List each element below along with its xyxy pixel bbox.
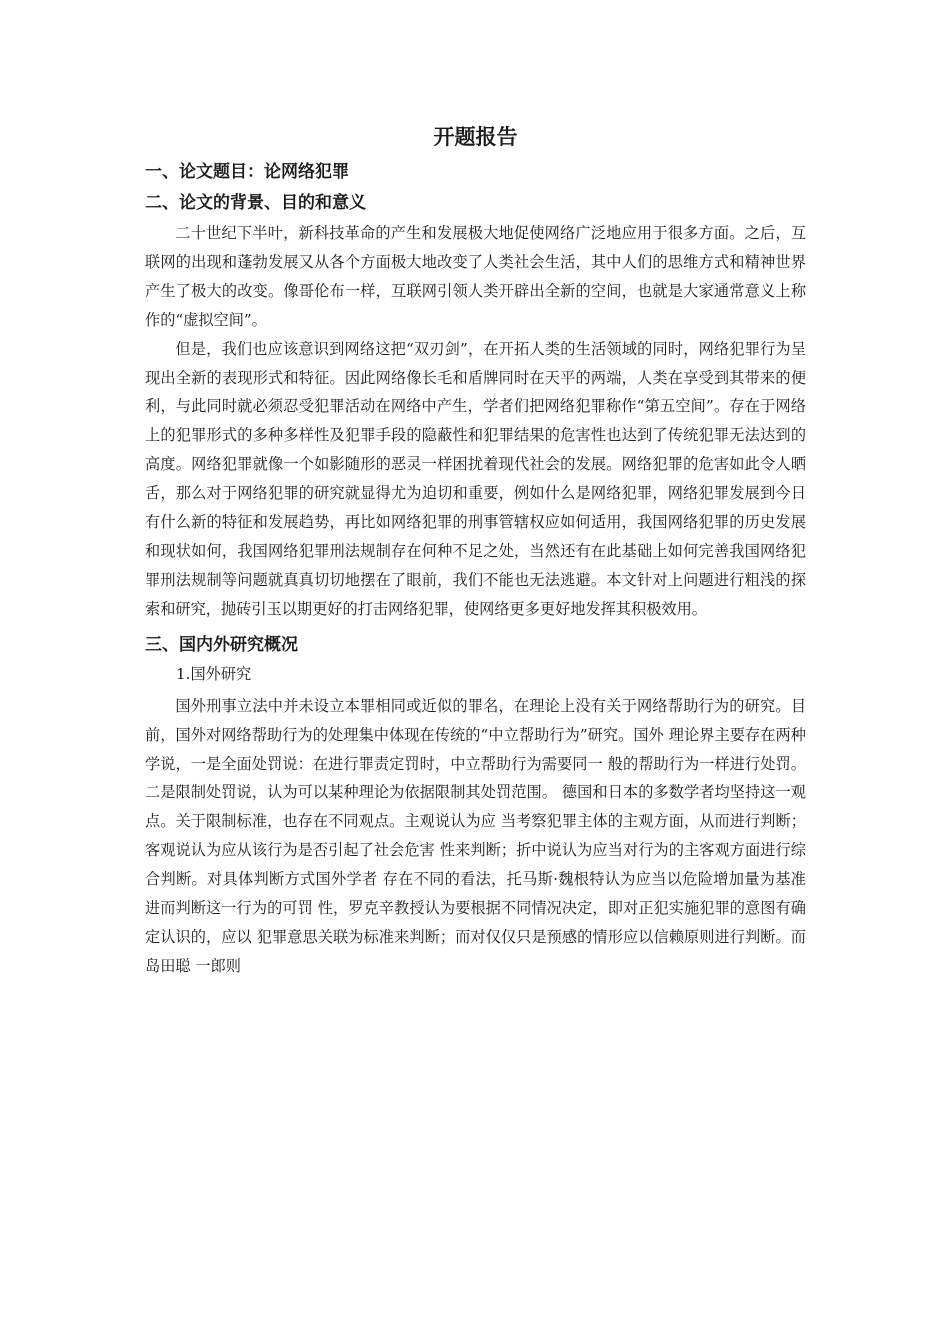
section-2-paragraph-2: 但是，我们也应该意识到网络这把“双刃剑”，在开拓人类的生活领域的同时，网络犯罪行为呈现出全新的表现形式和特征。因此网络像长毛和盾牌同时在天平的两端，人类在享受到其带来的便利，与此同时就必须忍受犯罪活动在网络中产生，学者们把网络犯罪称作“第五空间”。存在于网络上的犯罪形式的多种多样性及犯罪手段的隐蔽性和犯罪结果的危害性也达到了传统犯罪无法达到的高度。网络犯罪就像一个如影随形的恶灵一样困扰着现代社会的发展。网络犯罪的危害如此令人晒舌，那么对于网络犯罪的研究就显得尤为迫切和重要，例如什么是网络犯罪，网络犯罪发展到今日有什么新的特征和发展趋势，再比如网络犯罪的刑事管辖权应如何适用，我国网络犯罪的历史发展和现状如何，我国网络犯罪刑法规制存在何种不足之处，当然还有在此基础上如何完善我国网络犯罪刑法规制等问题就真真切切地摆在了眼前，我们不能也无法逃避。本文针对上问题进行粗浅的探索和研究，抛砖引玉以期更好的打击网络犯罪，使网络更多更好地发挥其积极效用。 [145, 339, 806, 618]
section-2-heading: 二、论文的背景、目的和意义 [145, 193, 366, 213]
section-1-heading: 一、论文题目：论网络犯罪 [145, 162, 349, 182]
document-page [145, 118, 806, 981]
document-title: 开题报告 [433, 125, 518, 149]
section-3-heading: 三、国内外研究概况 [145, 634, 298, 655]
section-3-paragraph-1: 国外刑事立法中并未设立本罪相同或近似的罪名，在理论上没有关于网络帮助行为的研究。目前，国外对网络帮助行为的处理集中体现在传统的“中立帮助行为”研究。国外 理论界主要存在两种学说，一是全面处罚说：在进行罪责定罚时，中立帮助行为需要同一 般的帮助行为一样进行处罚。二是限制处罚说，认为可以某种理论为依据限制其处罚范围。 德国和日本的多数学者均坚持这一观点。关于限制标准，也存在不同观点。主观说认为应 当考察犯罪主体的主观方面，从而进行判断；客观说认为应从该行为是否引起了社会危害 性来判断；折中说认为应当对行为的主客观方面进行综合判断。对具体判断方式国外学者 存在不同的看法，托马斯·魏根特认为应当以危险增加量为基准进而判断这一行为的可罚 性，罗克辛教授认为要根据不同情况决定，即对正犯实施犯罪的意图有确定认识的，应以 犯罪意思关联为标准来判断；而对仅仅只是预感的情形应以信赖原则进行判断。而岛田聪 一郎则 [145, 696, 806, 975]
section-2-paragraph-1: 二十世纪下半叶，新科技革命的产生和发展极大地促使网络广泛地应用于很多方面。之后，互联网的出现和蓬勃发展又从各个方面极大地改变了人类社会生活，其中人们的思维方式和精神世界产生了极大的改变。像哥伦布一样，互联网引领人类开辟出全新的空间，也就是大家通常意义上称作的“虚拟空间”。 [145, 224, 806, 329]
section-3-subheading: 1.国外研究 [176, 664, 252, 683]
